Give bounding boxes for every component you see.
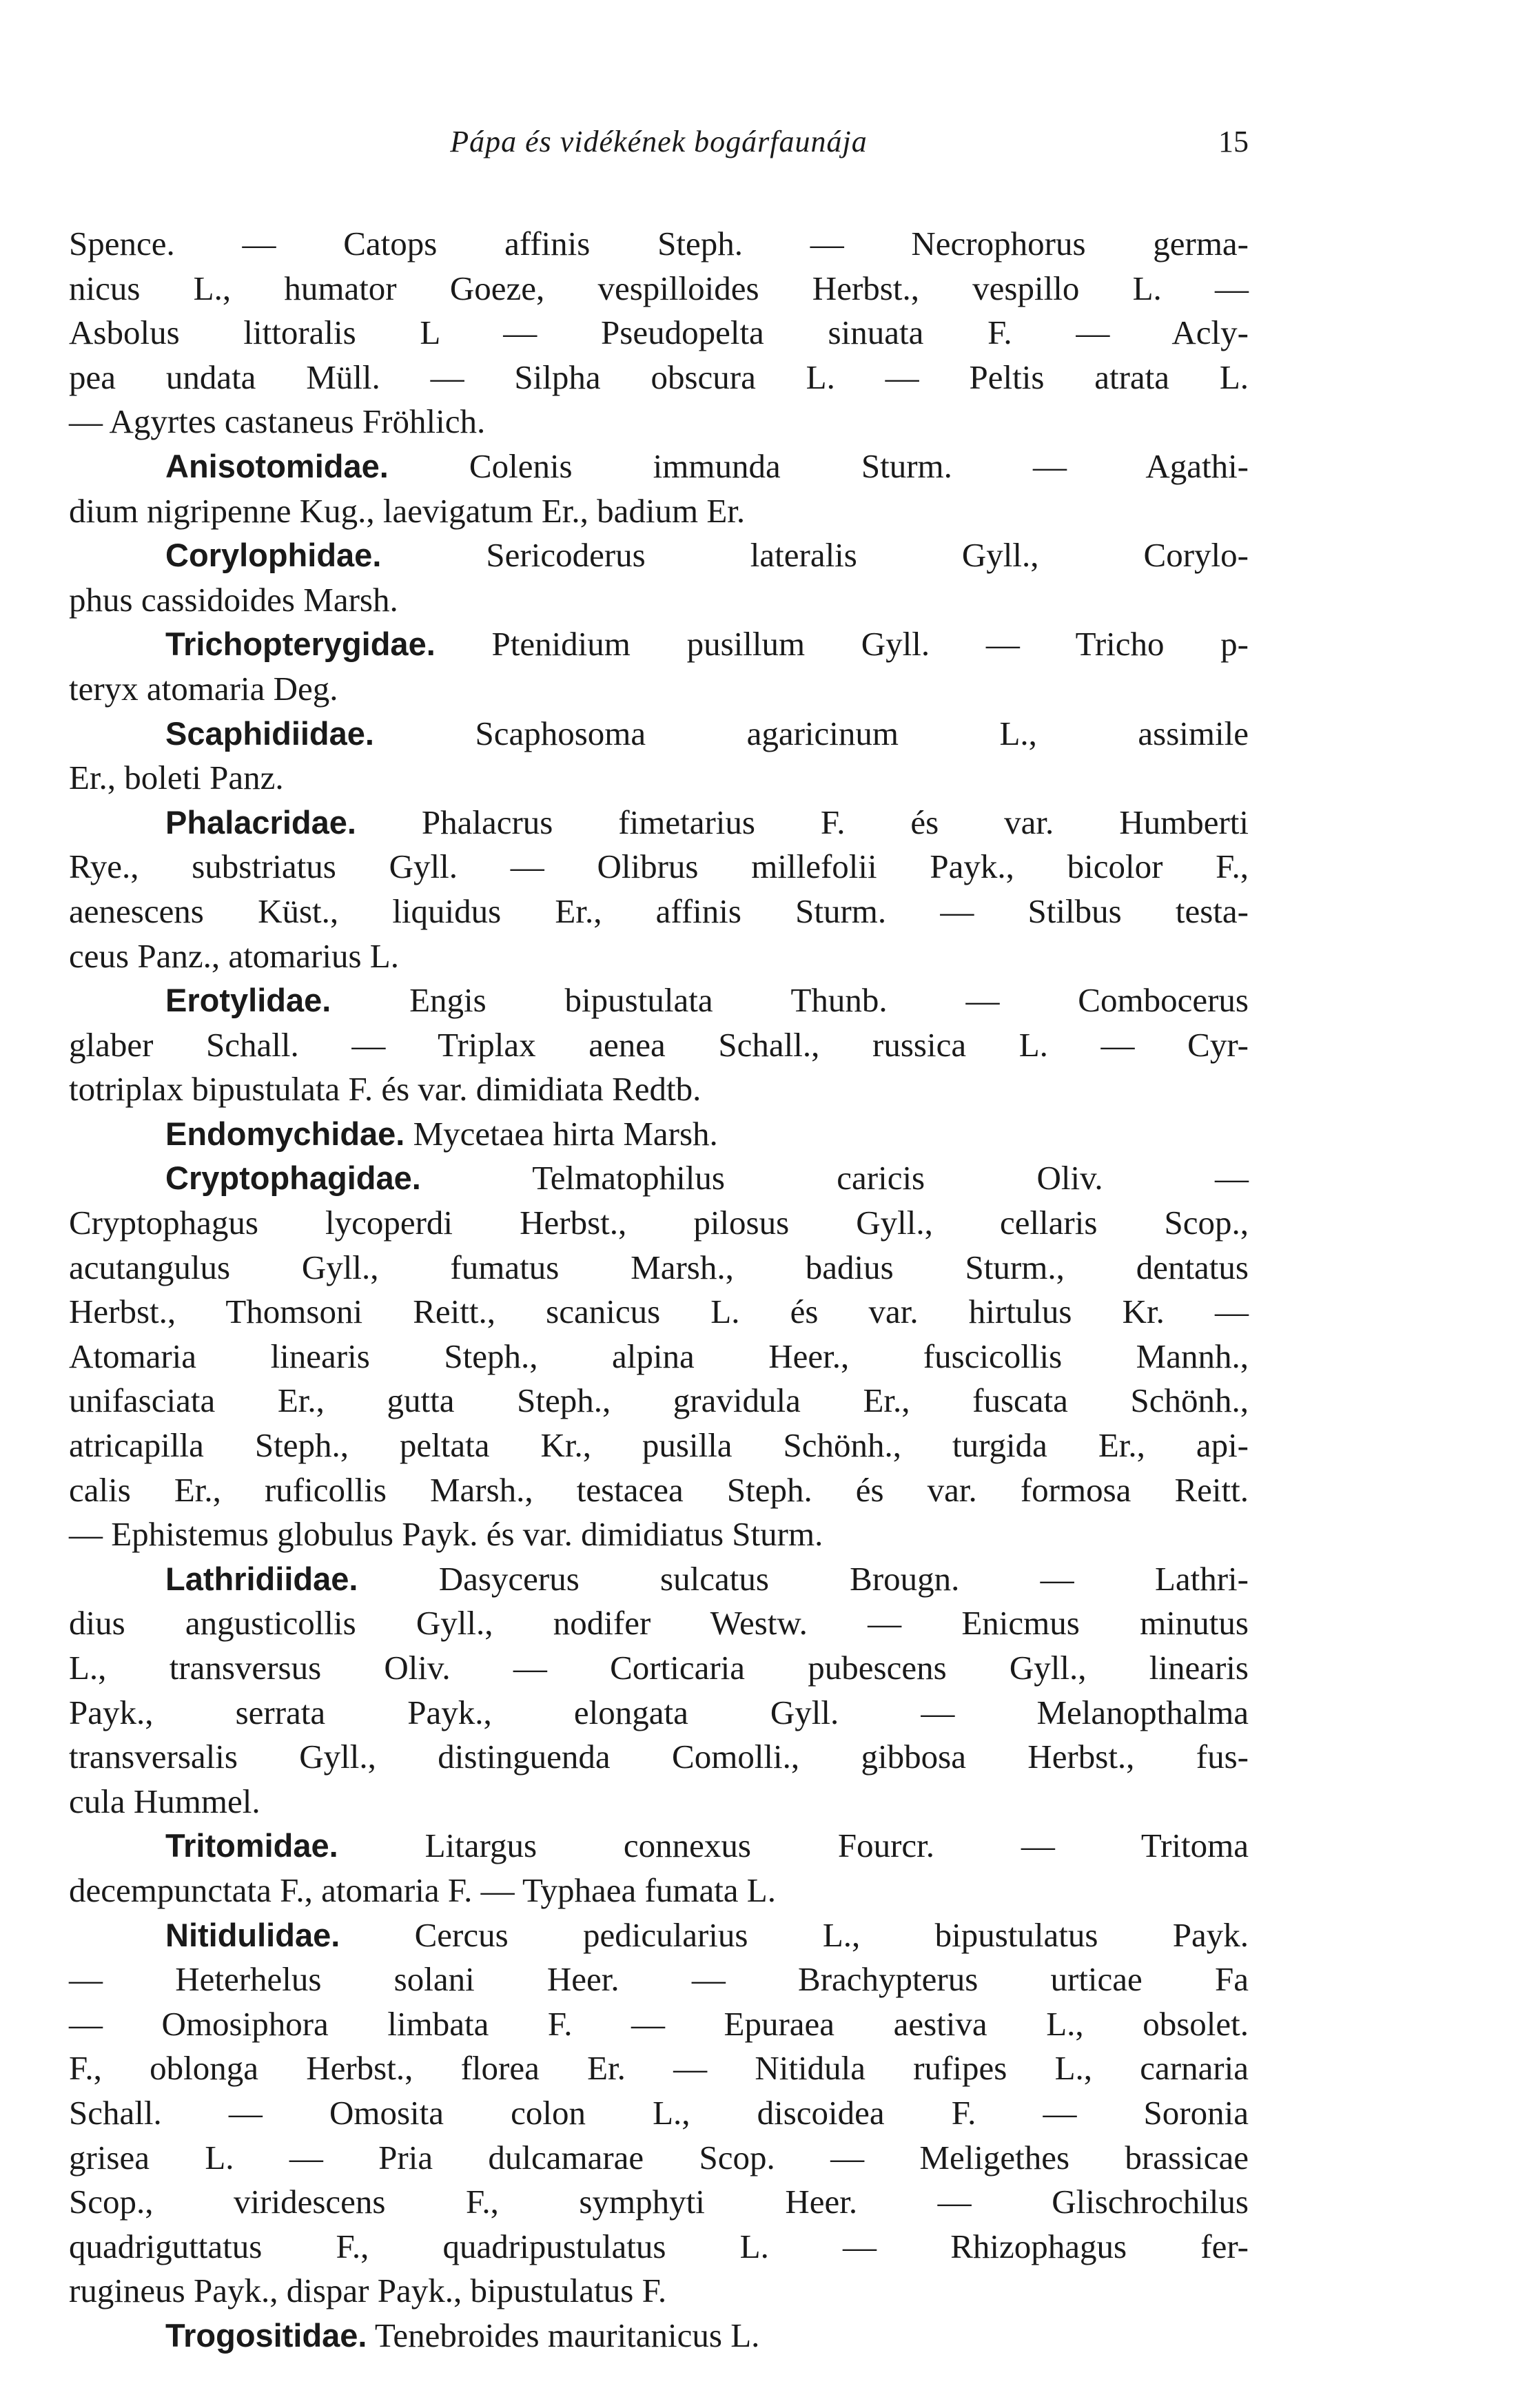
- family-entry: [69, 1913, 1249, 1958]
- family-name: Scaphidiidae.: [165, 714, 374, 752]
- family-name: Corylophidae.: [165, 537, 382, 574]
- family-entry: [69, 1557, 1249, 1602]
- family-text: Phalacrus fimetarius F. és var. Humberti: [356, 803, 1249, 841]
- text-line: Cryptophagus lycoperdi Herbst., pilosus Gyll., cellaris Scop.,: [69, 1204, 1249, 1242]
- text-line: F., oblonga Herbst., florea Er. — Nitidula rufipes L., carnaria: [69, 2049, 1249, 2088]
- text-line: nicus L., humator Goeze, vespilloides Herbst., vespillo L. —: [69, 269, 1249, 307]
- text-line: ceus Panz., atomarius L.: [69, 936, 399, 975]
- text-line: phus cassidoides Marsh.: [69, 580, 398, 619]
- text-line: quadriguttatus F., quadripustulatus L. — Rhizophagus fer-: [69, 2227, 1249, 2265]
- family-text: Sericoderus lateralis Gyll., Corylo-: [381, 536, 1249, 575]
- text-line: Herbst., Thomsoni Reitt., scanicus L. és var. hirtulus Kr. —: [69, 1293, 1249, 1331]
- text-line: — Heterhelus solani Heer. — Brachypterus urticae Fa: [69, 1960, 1249, 1999]
- page-number: 15: [1218, 125, 1249, 158]
- family-text: Engis bipustulata Thunb. — Combocerus: [331, 981, 1249, 1020]
- family-entry: [69, 2314, 1249, 2358]
- text-line: rugineus Payk., dispar Payk., bipustulatus F.: [69, 2272, 667, 2310]
- family-name: Anisotomidae.: [165, 447, 389, 484]
- family-text: Litargus connexus Fourcr. — Tritoma: [338, 1826, 1249, 1865]
- page: [69, 124, 1249, 2358]
- family-name: Cryptophagidae.: [165, 1160, 421, 1197]
- text-line: Spence. — Catops affinis Steph. — Necrophorus germa-: [69, 225, 1249, 263]
- text-line: Payk., serrata Payk., elongata Gyll. — Melanopthalma: [69, 1693, 1249, 1731]
- text-line: Scop., viridescens F., symphyti Heer. — Glischrochilus: [69, 2183, 1249, 2221]
- family-name: Trogositidae.: [165, 2316, 367, 2354]
- text-line: Rye., substriatus Gyll. — Olibrus millefolii Payk., bicolor F.,: [69, 847, 1249, 886]
- text-line: Asbolus littoralis L — Pseudopelta sinuata F. — Acly-: [69, 313, 1249, 352]
- family-entry: [69, 712, 1249, 757]
- text-line: teryx atomaria Deg.: [69, 669, 338, 708]
- text-line: pea undata Müll. — Silpha obscura L. — Peltis atrata L.: [69, 358, 1249, 396]
- family-entry: [69, 1112, 1249, 1157]
- text-line: acutangulus Gyll., fumatus Marsh., badius Sturm., dentatus: [69, 1248, 1249, 1286]
- body-text: [69, 222, 1249, 2358]
- family-name: Phalacridae.: [165, 803, 356, 841]
- text-line: aenescens Küst., liquidus Er., affinis Sturm. — Stilbus testa-: [69, 892, 1249, 930]
- text-line: L., transversus Oliv. — Corticaria pubescens Gyll., linearis: [69, 1649, 1249, 1687]
- text-line: dius angusticollis Gyll., nodifer Westw. — Enicmus minutus: [69, 1604, 1249, 1643]
- family-name: Lathridiidae.: [165, 1560, 358, 1597]
- family-text: Dasycerus sulcatus Brougn. — Lathri-: [358, 1559, 1249, 1598]
- family-text: Telmatophilus caricis Oliv. —: [420, 1159, 1249, 1197]
- family-entry: [69, 622, 1249, 667]
- text-line: grisea L. — Pria dulcamarae Scop. — Meligethes brassicae: [69, 2138, 1249, 2177]
- family-text: Scaphosoma agaricinum L., assimile: [373, 714, 1249, 752]
- text-line: Er., boleti Panz.: [69, 759, 284, 797]
- text-line: unifasciata Er., gutta Steph., gravidula Er., fuscata Schönh.,: [69, 1381, 1249, 1420]
- text-line: Atomaria linearis Steph., alpina Heer., fuscicollis Mannh.,: [69, 1337, 1249, 1375]
- text-line: — Ephistemus globulus Payk. és var. dimidiatus Sturm.: [69, 1515, 823, 1554]
- family-entry: [69, 978, 1249, 1023]
- text-line: dium nigripenne Kug., laevigatum Er., badium Er.: [69, 491, 746, 530]
- text-line: — Agyrtes castaneus Fröhlich.: [69, 402, 486, 441]
- running-head: [69, 124, 1249, 179]
- text-line: Schall. — Omosita colon L., discoidea F. — Soronia: [69, 2093, 1249, 2132]
- family-text: Cercus pedicularius L., bipustulatus Payk.: [340, 1915, 1249, 1954]
- family-text: Tenebroides mauritanicus L.: [367, 2316, 760, 2354]
- text-line: atricapilla Steph., peltata Kr., pusilla Schönh., turgida Er., api-: [69, 1426, 1249, 1465]
- family-name: Erotylidae.: [165, 982, 331, 1019]
- family-name: Tritomidae.: [165, 1827, 338, 1864]
- family-entry: [69, 1156, 1249, 1201]
- family-entry: [69, 801, 1249, 845]
- text-line: calis Er., ruficollis Marsh., testacea Steph. és var. formosa Reitt.: [69, 1470, 1249, 1509]
- family-name: Endomychidae.: [165, 1115, 405, 1152]
- text-line: cula Hummel.: [69, 1782, 260, 1820]
- family-name: Trichopterygidae.: [165, 626, 436, 663]
- family-entry: [69, 1824, 1249, 1869]
- text-line: transversalis Gyll., distinguenda Comolli., gibbosa Herbst., fus-: [69, 1738, 1249, 1776]
- text-line: decempunctata F., atomaria F. — Typhaea fumata L.: [69, 1871, 776, 1909]
- family-text: Ptenidium pusillum Gyll. — Tricho p-: [435, 625, 1249, 663]
- family-entry: [69, 533, 1249, 578]
- running-title: Pápa és vidékének bogárfaunája: [450, 125, 868, 158]
- text-line: totriplax bipustulata F. és var. dimidiata Redtb.: [69, 1070, 701, 1109]
- text-line: — Omosiphora limbata F. — Epuraea aestiva L., obsolet.: [69, 2004, 1249, 2043]
- family-entry: [69, 444, 1249, 489]
- family-text: Colenis immunda Sturm. — Agathi-: [388, 446, 1249, 485]
- family-name: Nitidulidae.: [165, 1916, 340, 1953]
- text-line: glaber Schall. — Triplax aenea Schall., russica L. — Cyr-: [69, 1025, 1249, 1064]
- family-text: Mycetaea hirta Marsh.: [404, 1114, 718, 1153]
